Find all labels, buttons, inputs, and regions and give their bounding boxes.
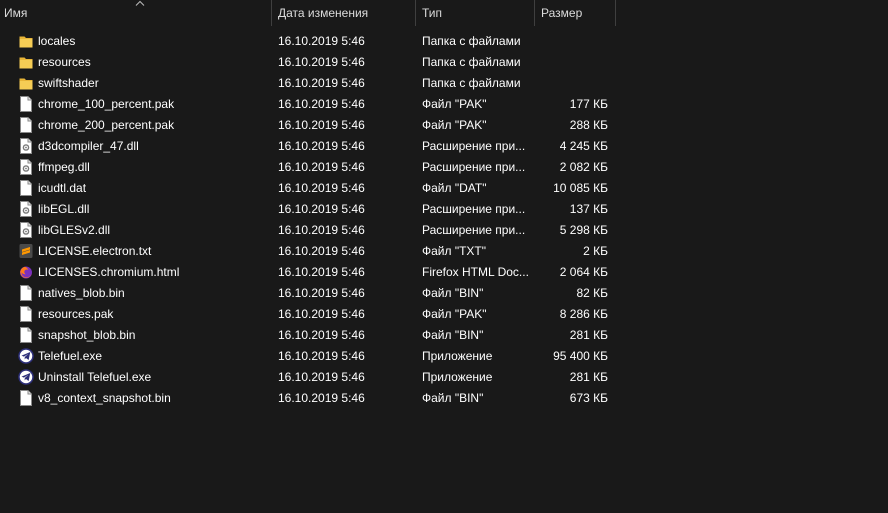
file-size: 281 КБ — [569, 370, 608, 384]
telefuel-app-icon — [18, 369, 34, 385]
folder-icon — [19, 54, 33, 70]
file-type: Файл "PAK" — [422, 118, 487, 132]
file-type: Расширение при... — [422, 139, 526, 153]
file-size: 95 400 КБ — [553, 349, 608, 363]
file-row[interactable] — [0, 73, 888, 94]
file-row[interactable] — [0, 283, 888, 304]
file-date-modified: 16.10.2019 5:46 — [278, 286, 365, 300]
file-name: ffmpeg.dll — [38, 160, 90, 174]
file-name: resources.pak — [38, 307, 114, 321]
file-name: natives_blob.bin — [38, 286, 125, 300]
file-row[interactable] — [0, 304, 888, 325]
file-size: 137 КБ — [569, 202, 608, 216]
file-name: Uninstall Telefuel.exe — [38, 370, 152, 384]
file-name: v8_context_snapshot.bin — [38, 391, 171, 405]
file-date-modified: 16.10.2019 5:46 — [278, 97, 365, 111]
file-row[interactable] — [0, 262, 888, 283]
column-resize-handle[interactable] — [615, 0, 616, 26]
file-date-modified: 16.10.2019 5:46 — [278, 391, 365, 405]
file-size: 673 КБ — [569, 391, 608, 405]
file-type: Файл "BIN" — [422, 391, 484, 405]
column-header-date[interactable] — [272, 0, 416, 26]
file-type: Файл "PAK" — [422, 307, 487, 321]
file-row[interactable] — [0, 220, 888, 241]
file-row[interactable] — [0, 199, 888, 220]
file-type: Файл "TXT" — [422, 244, 487, 258]
file-size: 4 245 КБ — [559, 139, 608, 153]
file-row[interactable] — [0, 157, 888, 178]
file-name: locales — [38, 34, 76, 48]
file-icon — [19, 117, 33, 133]
file-name: chrome_100_percent.pak — [38, 97, 175, 111]
file-date-modified: 16.10.2019 5:46 — [278, 118, 365, 132]
file-list — [0, 31, 888, 409]
file-date-modified: 16.10.2019 5:46 — [278, 181, 365, 195]
file-size: 82 КБ — [576, 286, 608, 300]
file-name: snapshot_blob.bin — [38, 328, 136, 342]
file-type: Файл "PAK" — [422, 97, 487, 111]
file-date-modified: 16.10.2019 5:46 — [278, 265, 365, 279]
file-name: LICENSE.electron.txt — [38, 244, 152, 258]
file-type: Расширение при... — [422, 202, 526, 216]
folder-icon — [19, 33, 33, 49]
file-size: 288 КБ — [569, 118, 608, 132]
file-date-modified: 16.10.2019 5:46 — [278, 160, 365, 174]
file-date-modified: 16.10.2019 5:46 — [278, 139, 365, 153]
dll-icon — [19, 159, 33, 175]
file-name: resources — [38, 55, 91, 69]
file-name: LICENSES.chromium.html — [38, 265, 180, 279]
file-size — [536, 31, 608, 52]
file-date-modified: 16.10.2019 5:46 — [278, 202, 365, 216]
file-row[interactable] — [0, 325, 888, 346]
file-type: Папка с файлами — [422, 34, 521, 48]
file-name: swiftshader — [38, 76, 99, 90]
column-header-date-label: Дата изменения — [278, 6, 369, 20]
file-icon — [19, 327, 33, 343]
file-row[interactable] — [0, 388, 888, 409]
file-row[interactable] — [0, 94, 888, 115]
file-size: 2 КБ — [583, 244, 608, 258]
file-name: d3dcompiler_47.dll — [38, 139, 139, 153]
sublime-text-icon — [19, 243, 33, 259]
file-date-modified: 16.10.2019 5:46 — [278, 55, 365, 69]
file-name: libEGL.dll — [38, 202, 90, 216]
column-header-name[interactable] — [0, 0, 272, 26]
file-row[interactable] — [0, 136, 888, 157]
file-date-modified: 16.10.2019 5:46 — [278, 76, 365, 90]
file-size: 177 КБ — [569, 97, 608, 111]
dll-icon — [19, 222, 33, 238]
dll-icon — [19, 201, 33, 217]
file-date-modified: 16.10.2019 5:46 — [278, 223, 365, 237]
file-icon — [19, 285, 33, 301]
file-size: 281 КБ — [569, 328, 608, 342]
folder-icon — [19, 75, 33, 91]
file-size — [536, 73, 608, 94]
file-date-modified: 16.10.2019 5:46 — [278, 370, 365, 384]
file-type: Приложение — [422, 370, 493, 384]
file-date-modified: 16.10.2019 5:46 — [278, 244, 365, 258]
file-name: Telefuel.exe — [38, 349, 103, 363]
file-type: Приложение — [422, 349, 493, 363]
file-date-modified: 16.10.2019 5:46 — [278, 34, 365, 48]
column-header-type-label: Тип — [422, 6, 443, 20]
file-type: Firefox HTML Doc... — [422, 265, 529, 279]
file-size: 10 085 КБ — [553, 181, 608, 195]
column-header-size-label: Размер — [541, 6, 583, 20]
column-header-name-label: Имя — [4, 6, 28, 20]
dll-icon — [19, 138, 33, 154]
file-type: Файл "BIN" — [422, 286, 484, 300]
file-size: 2 082 КБ — [559, 160, 608, 174]
file-name: icudtl.dat — [38, 181, 87, 195]
file-type: Файл "BIN" — [422, 328, 484, 342]
file-type: Папка с файлами — [422, 76, 521, 90]
file-row[interactable] — [0, 31, 888, 52]
file-icon — [19, 96, 33, 112]
file-icon — [19, 390, 33, 406]
file-date-modified: 16.10.2019 5:46 — [278, 349, 365, 363]
file-type: Папка с файлами — [422, 55, 521, 69]
firefox-icon — [19, 264, 33, 280]
file-name: chrome_200_percent.pak — [38, 118, 175, 132]
file-name: libGLESv2.dll — [38, 223, 111, 237]
file-date-modified: 16.10.2019 5:46 — [278, 328, 365, 342]
file-row[interactable] — [0, 52, 888, 73]
file-size: 8 286 КБ — [559, 307, 608, 321]
file-type: Файл "DAT" — [422, 181, 487, 195]
file-icon — [19, 180, 33, 196]
column-header-bar — [0, 0, 888, 26]
file-date-modified: 16.10.2019 5:46 — [278, 307, 365, 321]
file-row[interactable] — [0, 115, 888, 136]
file-type: Расширение при... — [422, 223, 526, 237]
file-row[interactable] — [0, 178, 888, 199]
file-size — [536, 52, 608, 73]
file-size: 2 064 КБ — [559, 265, 608, 279]
file-type: Расширение при... — [422, 160, 526, 174]
sort-ascending-icon — [135, 0, 145, 6]
column-header-size[interactable] — [535, 0, 616, 26]
telefuel-app-icon — [18, 348, 34, 364]
file-row[interactable] — [0, 367, 888, 388]
file-row[interactable] — [0, 241, 888, 262]
column-header-type[interactable] — [416, 0, 535, 26]
file-icon — [19, 306, 33, 322]
file-row[interactable] — [0, 346, 888, 367]
file-size: 5 298 КБ — [559, 223, 608, 237]
